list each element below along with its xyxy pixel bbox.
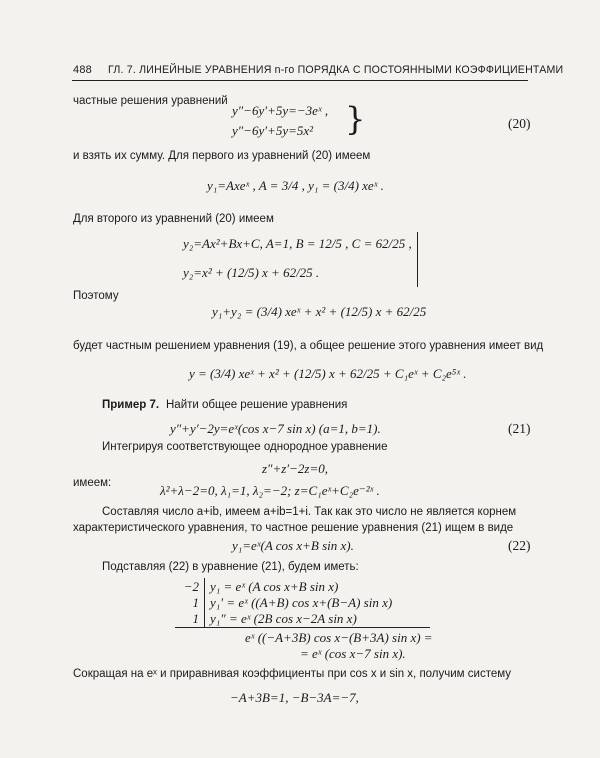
coefficient: −2 (183, 579, 199, 594)
text-line: имеем: (73, 477, 112, 489)
page-number: 488 (73, 64, 92, 76)
equation: z″+z′−2z=0, (262, 461, 329, 476)
equation: y = (3/4) xeˣ + x² + (12/5) x + 62/25 + C₁eˣ + C₂e⁵ˣ . (189, 366, 467, 381)
equation: = eˣ (cos x−7 sin x). (300, 646, 406, 661)
table-rule (175, 627, 430, 628)
text-line: Для второго из уравнений (20) имеем (73, 213, 274, 225)
equation: eˣ ((−A+3B) cos x−(B+3A) sin x) = (245, 630, 433, 645)
text-line: Подставляя (22) в уравнение (21), будем иметь: (102, 561, 359, 573)
header-rule (72, 80, 528, 81)
equation-number: (21) (508, 421, 531, 436)
brace: } (345, 100, 366, 138)
coefficient: 1 (192, 611, 199, 626)
text-line: и взять их сумму. Для первого из уравнений (20) имеем (73, 150, 371, 162)
equation: −A+3B=1, −B−3A=−7, (230, 690, 359, 705)
text-line: Найти общее решение уравнения (166, 399, 348, 411)
text-line: Интегрируя соответствующее однородное уравнение (102, 441, 388, 453)
text-line: Составляя число a+ib, имеем a+ib=1+i. Так как это число не является корнем (102, 506, 517, 518)
equation: y₁ = eˣ (A cos x+B sin x) (210, 579, 339, 594)
text-line: будет частным решением уравнения (19), а общее решение этого уравнения имеет вид (73, 340, 544, 352)
equation: y″−6y′+5y=5x² (232, 123, 314, 138)
equation-number: (20) (508, 116, 531, 131)
equation: y″+y′−2y=eˣ(cos x−7 sin x) (a=1, b=1). (170, 421, 381, 436)
equation: y″−6y′+5y=−3eˣ , (232, 103, 329, 118)
equation: y₂=x² + (12/5) x + 62/25 . (183, 265, 320, 280)
table-divider (204, 578, 205, 628)
equation: y₁+y₂ = (3/4) xeˣ + x² + (12/5) x + 62/25 (212, 304, 427, 319)
text-line: Сокращая на eˣ и приравнивая коэффициенты при cos x и sin x, получим систему (73, 668, 512, 680)
equation: y₁=Axeˣ , A = 3/4 , y₁ = (3/4) xeˣ . (207, 178, 384, 193)
brace-line (417, 232, 418, 287)
text-line: Поэтому (73, 290, 119, 302)
running-title: ГЛ. 7. ЛИНЕЙНЫЕ УРАВНЕНИЯ n-го ПОРЯДКА С ПОСТОЯННЫМИ КОЭФФИЦИЕНТАМИ (108, 64, 564, 76)
text-line: частные решения уравнений (73, 95, 228, 107)
equation: y₁=eˣ(A cos x+B sin x). (232, 538, 354, 553)
equation: y₂=Ax²+Bx+C, A=1, B = 12/5 , C = 62/25 , (183, 236, 412, 251)
equation: y₁″ = eˣ (2B cos x−2A sin x) (210, 611, 357, 626)
coefficient: 1 (192, 595, 199, 610)
equation-number: (22) (508, 538, 531, 553)
example-label: Пример 7. (102, 399, 160, 411)
equation: λ²+λ−2=0, λ₁=1, λ₂=−2; z=C₁eˣ+C₂e⁻²ˣ . (160, 483, 380, 498)
equation: y₁′ = eˣ ((A+B) cos x+(B−A) sin x) (210, 595, 393, 610)
text-line: характеристического уравнения, то частное решение уравнения (21) ищем в виде (73, 522, 514, 534)
